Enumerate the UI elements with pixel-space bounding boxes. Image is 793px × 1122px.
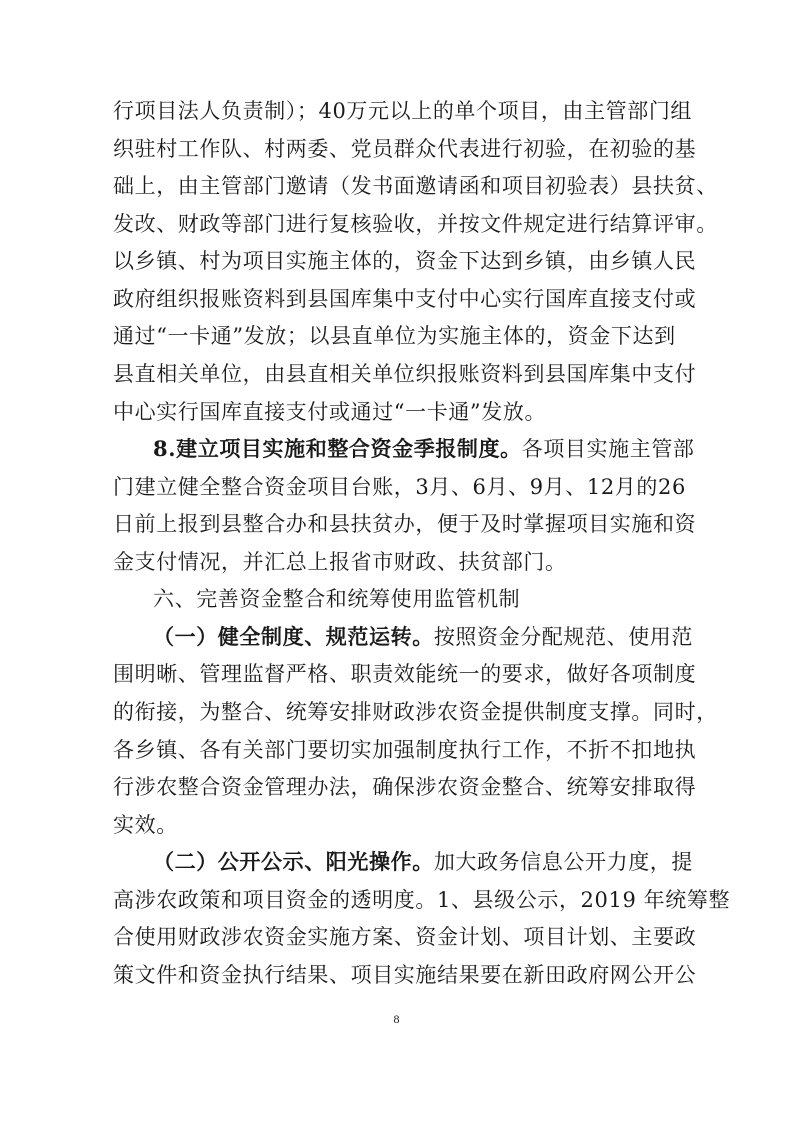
body-line: 行项目法人负责制）；40万元以上的单个项目，由主管部门组 (113, 99, 693, 123)
body-line: 金支付情况，并汇总上报省市财政、扶贫部门。 (113, 549, 567, 574)
item-8-first-line (153, 429, 693, 469)
body-line: 县直相关单位，由县直相关单位织报账资料到县国库集中支付 (113, 361, 697, 386)
body-line: 础上，由主管部门邀请（发书面邀请函和项目初验表）县扶贫、 (113, 174, 718, 199)
body-line: 以乡镇、村为项目实施主体的，资金下达到乡镇，由乡镇人民 (113, 249, 697, 274)
body-line: 发改、财政等部门进行复核验收，并按文件规定进行结算评审。 (113, 211, 718, 236)
body-line: 各乡镇、各有关部门要切实加强制度执行工作，不折不扣地执 (113, 737, 697, 762)
body-line: 合使用财政涉农资金实施方案、资金计划、项目计划、主要政 (113, 925, 697, 950)
body-line: 中心实行国库直接支付或通过“一卡通”发放。 (113, 399, 547, 424)
body-line: 日前上报到县整合办和县扶贫办，便于及时掌握项目实施和资 (113, 512, 697, 537)
subsection-1-title: （一）健全制度、规范运转。 (153, 623, 434, 649)
body-line: 围明晰、管理监督严格、职责效能统一的要求，做好各项制度 (113, 662, 697, 687)
subsection-2-first-line (153, 842, 693, 882)
subsection-1-first-line (153, 617, 693, 657)
body-line: 的衔接，为整合、统筹安排财政涉农资金提供制度支撑。同时， (113, 700, 718, 725)
subsection-1-text: 按照资金分配规范、使用范 (433, 624, 694, 649)
body-line: 高涉农政策和项目资金的透明度。1、县级公示，2019 年统筹整 (113, 887, 731, 912)
subsection-2-text: 加大政务信息公开力度，提 (433, 850, 694, 875)
body-line: 门建立健全整合资金项目台账，3月、6月、9月、12月的26 (113, 474, 686, 499)
body-line: 通过“一卡通”发放；以县直单位为实施主体的，资金下达到 (113, 324, 676, 349)
body-line: 织驻村工作队、村两委、党员群众代表进行初验，在初验的基 (113, 136, 697, 161)
subsection-2-title: （二）公开公示、阳光操作。 (153, 849, 434, 875)
page-number: 8 (393, 1012, 400, 1026)
body-line: 实效。 (113, 812, 178, 837)
item-8-text: 各项目实施主管部 (521, 437, 695, 462)
item-8-title: 8.建立项目实施和整合资金季报制度。 (153, 436, 522, 462)
body-line: 政府组织报账资料到县国库集中支付中心实行国库直接支付或 (113, 286, 697, 311)
section-6-heading: 六、完善资金整合和统筹使用监管机制 (153, 587, 521, 612)
body-line: 策文件和资金执行结果、项目实施结果要在新田政府网公开公 (113, 963, 697, 987)
body-line: 行涉农整合资金管理办法，确保涉农资金整合、统筹安排取得 (113, 775, 697, 800)
